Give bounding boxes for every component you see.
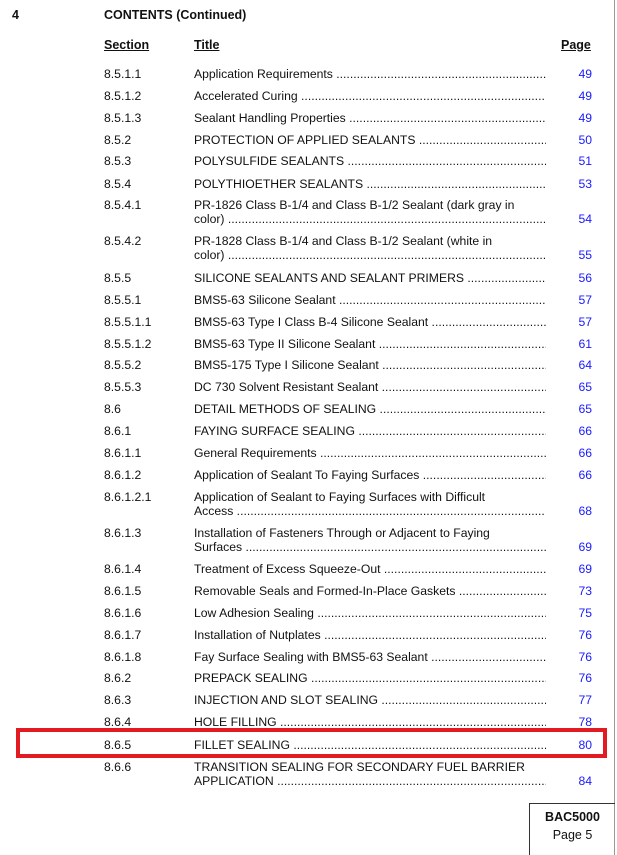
toc-section-number: 8.5.1.2: [104, 89, 142, 103]
toc-page-link[interactable]: 66: [578, 424, 592, 438]
footer-box: [529, 803, 615, 855]
toc-section-number: 8.6.1: [104, 424, 132, 438]
toc-title-text-continued: Surfaces .....: [194, 540, 546, 554]
toc-title-text: POLYSULFIDE SEALANTS .....: [194, 154, 546, 168]
toc-page-link[interactable]: 57: [578, 293, 592, 307]
toc-title[interactable]: [194, 715, 546, 729]
toc-page-link[interactable]: 51: [578, 154, 592, 168]
toc-title-text: PREPACK SEALING .....: [194, 671, 546, 685]
toc-title-text-continued: APPLICATION .....: [194, 774, 546, 788]
toc-page-link[interactable]: 68: [578, 504, 592, 518]
toc-title[interactable]: [194, 526, 546, 554]
toc-page-link[interactable]: 65: [578, 380, 592, 394]
toc-section-number: 8.6.1.5: [104, 584, 142, 598]
toc-title[interactable]: [194, 693, 546, 707]
toc-title[interactable]: [194, 402, 546, 416]
toc-section-number: 8.5.5.1.2: [104, 337, 152, 351]
toc-page-link[interactable]: 80: [578, 738, 592, 752]
toc-title-text: Accelerated Curing .....: [194, 89, 546, 103]
toc-title-text: Removable Seals and Formed-In-Place Gaskets .....: [194, 584, 546, 598]
toc-page-link[interactable]: 69: [578, 540, 592, 554]
toc-title[interactable]: [194, 154, 546, 168]
toc-page-link[interactable]: 49: [578, 67, 592, 81]
toc-page-link[interactable]: 84: [578, 774, 592, 788]
toc-section-number: 8.5.5: [104, 271, 132, 285]
toc-title[interactable]: [194, 89, 546, 103]
toc-title-text: BMS5-63 Silicone Sealant .....: [194, 293, 546, 307]
toc-title-text: PR-1826 Class B-1/4 and Class B-1/2 Sealant (dark gray in: [194, 198, 515, 212]
toc-section-number: 8.6.1.1: [104, 446, 142, 460]
toc-page-link[interactable]: 66: [578, 446, 592, 460]
toc-title-text: Application of Sealant to Faying Surfaces with Difficult: [194, 490, 486, 504]
toc-page-link[interactable]: 75: [578, 606, 592, 620]
toc-section-number: 8.6.1.4: [104, 562, 142, 576]
toc-section-number: 8.5.5.1.1: [104, 315, 152, 329]
toc-section-number: 8.6.4: [104, 715, 132, 729]
toc-page-link[interactable]: 50: [578, 133, 592, 147]
toc-title-text-continued: Access .....: [194, 504, 546, 518]
toc-title-text-continued: color) .....: [194, 248, 546, 262]
toc-title-text: DETAIL METHODS OF SEALING .....: [194, 402, 546, 416]
toc-section-number: 8.5.4.2: [104, 234, 142, 248]
toc-title-text: BMS5-175 Type I Silicone Sealant .....: [194, 358, 546, 372]
chapter-number: 4: [12, 8, 19, 22]
toc-page-link[interactable]: 53: [578, 177, 592, 191]
column-header-section: Section: [104, 38, 150, 52]
toc-title[interactable]: [194, 490, 546, 518]
toc-section-number: 8.5.1.1: [104, 67, 142, 81]
toc-section-number: 8.6: [104, 402, 121, 416]
toc-section-number: 8.5.5.1: [104, 293, 142, 307]
toc-section-number: 8.6.1.3: [104, 526, 142, 540]
toc-title-text: Low Adhesion Sealing .....: [194, 606, 546, 620]
toc-page-link[interactable]: 76: [578, 671, 592, 685]
toc-page-link[interactable]: 49: [578, 89, 592, 103]
toc-title[interactable]: [194, 271, 546, 285]
toc-section-number: 8.6.1.7: [104, 628, 142, 642]
toc-title[interactable]: [194, 424, 546, 438]
toc-title-text: INJECTION AND SLOT SEALING .....: [194, 693, 546, 707]
toc-section-number: 8.6.5: [104, 738, 132, 752]
page-number: Page 5: [552, 828, 593, 842]
toc-title-text: FILLET SEALING .....: [194, 738, 546, 752]
toc-title[interactable]: [194, 133, 546, 147]
toc-page-link[interactable]: 76: [578, 650, 592, 664]
toc-section-number: 8.6.1.6: [104, 606, 142, 620]
toc-title[interactable]: [194, 650, 546, 664]
toc-title[interactable]: [194, 315, 546, 329]
toc-page-link[interactable]: 55: [578, 248, 592, 262]
document-id: BAC5000: [545, 810, 600, 824]
toc-title-text: FAYING SURFACE SEALING .....: [194, 424, 546, 438]
toc-page-link[interactable]: 66: [578, 468, 592, 482]
toc-page-link[interactable]: 64: [578, 358, 592, 372]
toc-title[interactable]: [194, 67, 546, 81]
toc-page-link[interactable]: 69: [578, 562, 592, 576]
toc-page-link[interactable]: 57: [578, 315, 592, 329]
toc-title-text: Treatment of Excess Squeeze-Out .....: [194, 562, 546, 576]
highlight-box: [16, 728, 607, 758]
toc-page-link[interactable]: 78: [578, 715, 592, 729]
toc-page-link[interactable]: 54: [578, 212, 592, 226]
toc-title[interactable]: [194, 468, 546, 482]
toc-title[interactable]: [194, 562, 546, 576]
toc-page-link[interactable]: 77: [578, 693, 592, 707]
toc-title-text: Application of Sealant To Faying Surfaces .....: [194, 468, 546, 482]
toc-section-number: 8.5.4.1: [104, 198, 142, 212]
toc-title-text: Fay Surface Sealing with BMS5-63 Sealant .....: [194, 650, 546, 664]
toc-title-text: DC 730 Solvent Resistant Sealant .....: [194, 380, 546, 394]
toc-title[interactable]: [194, 584, 546, 598]
column-header-page: Page: [561, 38, 591, 52]
toc-page-link[interactable]: 73: [578, 584, 592, 598]
toc-title[interactable]: [194, 760, 546, 788]
toc-title-text: POLYTHIOETHER SEALANTS .....: [194, 177, 546, 191]
page-title: CONTENTS (Continued): [104, 8, 247, 22]
toc-title-text: BMS5-63 Type II Silicone Sealant .....: [194, 337, 546, 351]
toc-title[interactable]: [194, 446, 546, 460]
toc-title[interactable]: [194, 337, 546, 351]
column-header-title: Title: [194, 38, 220, 52]
toc-title-text: PROTECTION OF APPLIED SEALANTS .....: [194, 133, 546, 147]
toc-section-number: 8.5.4: [104, 177, 132, 191]
toc-title-text: TRANSITION SEALING FOR SECONDARY FUEL BARRIER: [194, 760, 525, 774]
toc-title-text: HOLE FILLING .....: [194, 715, 546, 729]
toc-title[interactable]: [194, 198, 546, 226]
toc-section-number: 8.6.1.8: [104, 650, 142, 664]
toc-title[interactable]: [194, 234, 546, 262]
toc-section-number: 8.6.1.2: [104, 468, 142, 482]
toc-section-number: 8.5.2: [104, 133, 132, 147]
toc-title[interactable]: [194, 628, 546, 642]
toc-title-text: SILICONE SEALANTS AND SEALANT PRIMERS .....: [194, 271, 546, 285]
toc-section-number: 8.5.5.3: [104, 380, 142, 394]
toc-section-number: 8.5.5.2: [104, 358, 142, 372]
toc-title-text: Application Requirements .....: [194, 67, 546, 81]
toc-title[interactable]: [194, 177, 546, 191]
toc-title-text: Installation of Nutplates .....: [194, 628, 546, 642]
toc-section-number: 8.6.3: [104, 693, 132, 707]
toc-title-text: BMS5-63 Type I Class B-4 Silicone Sealant .....: [194, 315, 546, 329]
toc-title[interactable]: [194, 606, 546, 620]
toc-title-text: Installation of Fasteners Through or Adjacent to Faying: [194, 526, 490, 540]
page-right-edge: [614, 0, 615, 855]
toc-title[interactable]: [194, 358, 546, 372]
toc-title[interactable]: [194, 671, 546, 685]
toc-section-number: 8.6.1.2.1: [104, 490, 152, 504]
toc-title-text-continued: color) .....: [194, 212, 546, 226]
toc-section-number: 8.5.3: [104, 154, 132, 168]
toc-section-number: 8.6.6: [104, 760, 132, 774]
toc-page-link[interactable]: 56: [578, 271, 592, 285]
toc-title-text: PR-1828 Class B-1/4 and Class B-1/2 Sealant (white in: [194, 234, 493, 248]
toc-title-text: General Requirements .....: [194, 446, 546, 460]
toc-page-link[interactable]: 49: [578, 111, 592, 125]
toc-section-number: 8.5.1.3: [104, 111, 142, 125]
toc-page-link[interactable]: 61: [578, 337, 592, 351]
toc-title[interactable]: [194, 111, 546, 125]
toc-title[interactable]: [194, 293, 546, 307]
toc-title-text: Sealant Handling Properties .....: [194, 111, 546, 125]
toc-section-number: 8.6.2: [104, 671, 132, 685]
toc-title[interactable]: [194, 380, 546, 394]
toc-page-link[interactable]: 65: [578, 402, 592, 416]
toc-page-link[interactable]: 76: [578, 628, 592, 642]
